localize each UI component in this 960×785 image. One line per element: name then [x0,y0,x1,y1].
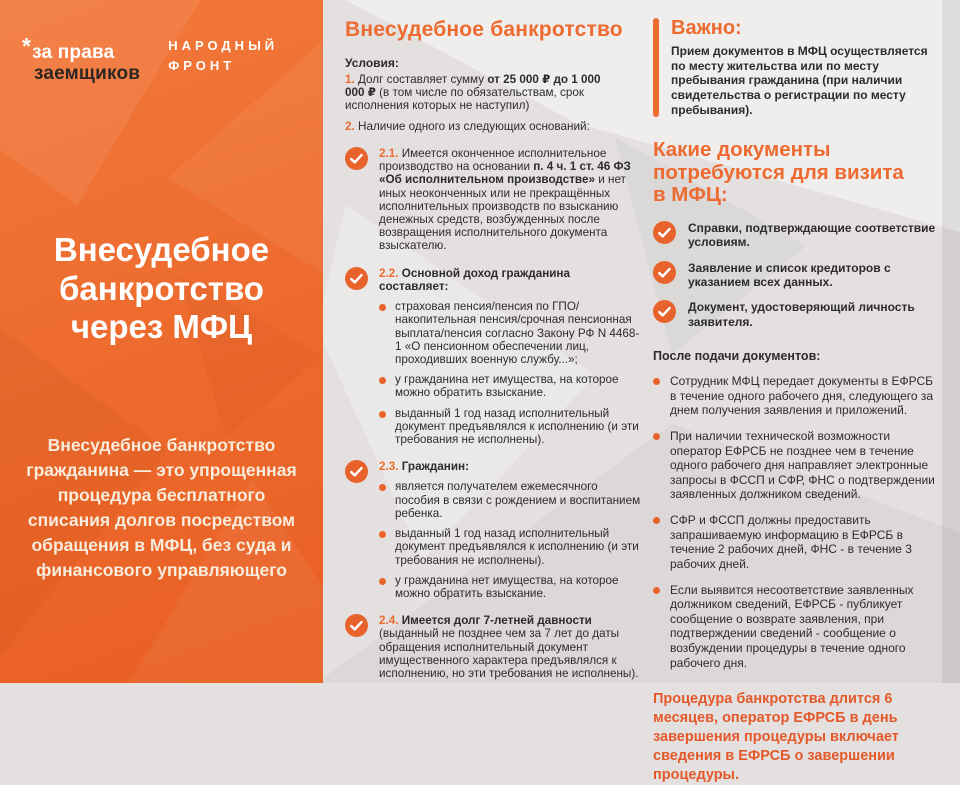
documents-list [653,221,945,329]
section-title-text: Гражданин: [398,460,469,474]
bullet-text: Сотрудник МФЦ передает документы в ЕФРСБ в течение одного рабочего дня, следующего за днем получения заявления и приложений. [670,374,934,418]
bullet-text: СФР и ФССП должны предоставить запрашиваемую информацию в ЕФРСБ в течение 2 рабочих дней, ФНС - в течение 3 рабочих дней. [670,513,912,571]
important-callout [653,18,945,117]
bullet-dot-icon [379,411,386,418]
document-item-text: Документ, удостоверяющий личность заявителя. [688,300,915,329]
za-prava-zaemshchikov-logo [22,33,140,85]
section-title [379,614,641,627]
procedure-duration-note: Процедура банкротства длится 6 месяцев, оператор ЕФРСБ в день завершения процедуры включает сведения в ЕФРСБ о завершении процедуры. [653,691,899,783]
section-text [379,147,641,253]
section-text [379,614,641,680]
left-cover-panel [0,0,323,683]
item-number: 2. [345,119,355,133]
list-item [653,374,945,418]
bullet-dot-icon [653,378,660,385]
section-2-4 [345,614,641,680]
check-circle-icon [653,300,676,323]
bullet-dot-icon [379,578,386,585]
documents-heading: Какие документы потребуются для визита в МФЦ: [653,138,904,207]
logo-row [0,0,323,85]
list-item [379,480,641,520]
bullet-text: у гражданина нет имущества, на которое можно обратить взыскание. [395,573,619,600]
condition-item-2 [345,120,617,133]
bullet-text: Если выявится несоответствие заявленных должником сведений, ЕФРСБ - публикует сообщение о возврате заявления, при подтверждении сведений - сообщение о возбуждении процедуры в течение одного рабочего дня. [670,582,914,670]
logo-line-2: ФРОНТ [168,58,236,74]
list-item [653,513,945,572]
bullet-dot-icon [379,377,386,384]
item-number: 1. [345,73,355,86]
page-title: Внесудебное банкротство через МФЦ [53,230,270,346]
condition-item-1 [345,73,617,113]
document-item-text: Заявление и список кредиторов с указанием всех данных. [688,260,891,289]
section-2-3 [345,460,641,600]
asterisk-icon: * [22,33,32,59]
bullet-text: выданный 1 год назад исполнительный документ предъявлялся к исполнению (и эти требования не исполнены). [395,527,639,567]
bullet-text: При наличии технической возможности оператор ЕФРСБ не позднее чем в течение одного рабочего дня направляет электронные запросы в ФССП и СФР, ФНС о подтверждении заявленных должником сведений. [670,428,935,502]
check-circle-icon [653,221,676,244]
section-title-text: Имеется долг 7-летней давности [398,614,592,628]
bullet-text: страховая пенсия/пенсия по ГПО/накопительная пенсия/срочная пенсионная выплата/пенсия согласно Закону РФ N 4468-1 «О пенсионном обеспечении лиц, проходивших военную службу...»; [395,300,640,366]
important-body: Прием документов в МФЦ осуществляется по месту жительства или по месту пребывания гражданина (при наличии свидетельства о регистрации по месту пребывания). [671,44,928,117]
bullet-list [379,480,641,600]
bullet-text: является получателем ежемесячного пособия в связи с рождением и воспитанием ребенка. [395,480,641,520]
item-number: 2.1. [379,146,399,160]
bullet-text: у гражданина нет имущества, на которое можно обратить взыскание. [395,373,619,400]
list-item [379,527,641,567]
logo-line-2: заемщиков [34,63,141,85]
bullet-dot-icon [379,304,386,311]
bullet-dot-icon [379,484,386,491]
list-item [379,373,641,399]
check-circle-icon [345,614,368,637]
condition-text: Наличие одного из следующих оснований: [354,119,590,133]
list-item [653,429,945,502]
item-number: 2.4. [379,614,399,628]
list-item [653,261,945,290]
list-item [653,221,945,250]
conditions-column [345,0,641,680]
list-item [379,574,641,600]
section-title-text: Основной доход гражданина составляет: [379,266,570,293]
bullet-dot-icon [653,433,660,440]
important-heading: Важно: [671,17,742,39]
section-2-2 [345,267,641,447]
list-item [653,300,945,329]
cover-description: Внесудебное банкротство гражданина — это упрощенная процедура бесплатного списания долгов посредством обращения в МФЦ, без суда и финансового управляющего [26,434,297,580]
narodny-front-logo [168,36,278,76]
document-item-text: Справки, подтверждающие соответствие условиям. [688,220,936,250]
list-item [379,407,641,447]
conditions-label: Условия: [345,56,399,70]
check-circle-icon [345,460,368,483]
check-circle-icon [345,267,368,290]
callout-accent-bar [653,18,659,117]
section-body: и нет иных неоконченных или не прекращённых исполнительных производств по взысканию денежных средств, возбужденных после возвращения исполнительного документа взыскателю. [379,173,626,253]
bullet-dot-icon [653,517,660,524]
check-circle-icon [653,261,676,284]
item-number: 2.3. [379,460,399,474]
check-circle-icon [345,147,368,170]
after-submission-heading: После подачи документов: [653,349,821,364]
item-number: 2.2. [379,266,399,280]
section-body-bold: п. 4 ч. 1 ст. 46 ФЗ «Об исполнительном производстве» [379,160,631,187]
logo-line-1: за права [32,42,115,63]
logo-line-1: НАРОДНЫЙ [168,38,279,53]
section-title [379,267,641,293]
condition-text-bold: от 25 000 ₽ до 1 000 000 ₽ [345,73,601,100]
bullet-dot-icon [379,531,386,538]
list-item [653,583,945,671]
section-text [379,267,641,447]
bullet-list [379,300,641,446]
after-submission-list [653,374,945,670]
section-body: Имеется оконченное исполнительное производство на основании [379,146,607,174]
list-item [379,300,641,366]
section-heading: Внесудебное банкротство [345,18,623,41]
condition-text: (в том числе по обязательствам, срок исполнения которых не наступил) [345,86,584,113]
section-body: (выданный не позднее чем за 7 лет до даты обращения исполнительный документ имущественного характера предъявлялся к исполнению, но эти требования не исполнены). [379,627,639,681]
section-2-1 [345,147,641,253]
callout-content [671,18,939,117]
documents-column [653,0,945,785]
section-title [379,460,641,473]
condition-text: Долг составляет сумму [354,73,488,86]
section-text [379,460,641,600]
bullet-dot-icon [653,587,660,594]
bullet-text: выданный 1 год назад исполнительный документ предъявлялся к исполнению (и эти требования не исполнены). [395,406,639,447]
